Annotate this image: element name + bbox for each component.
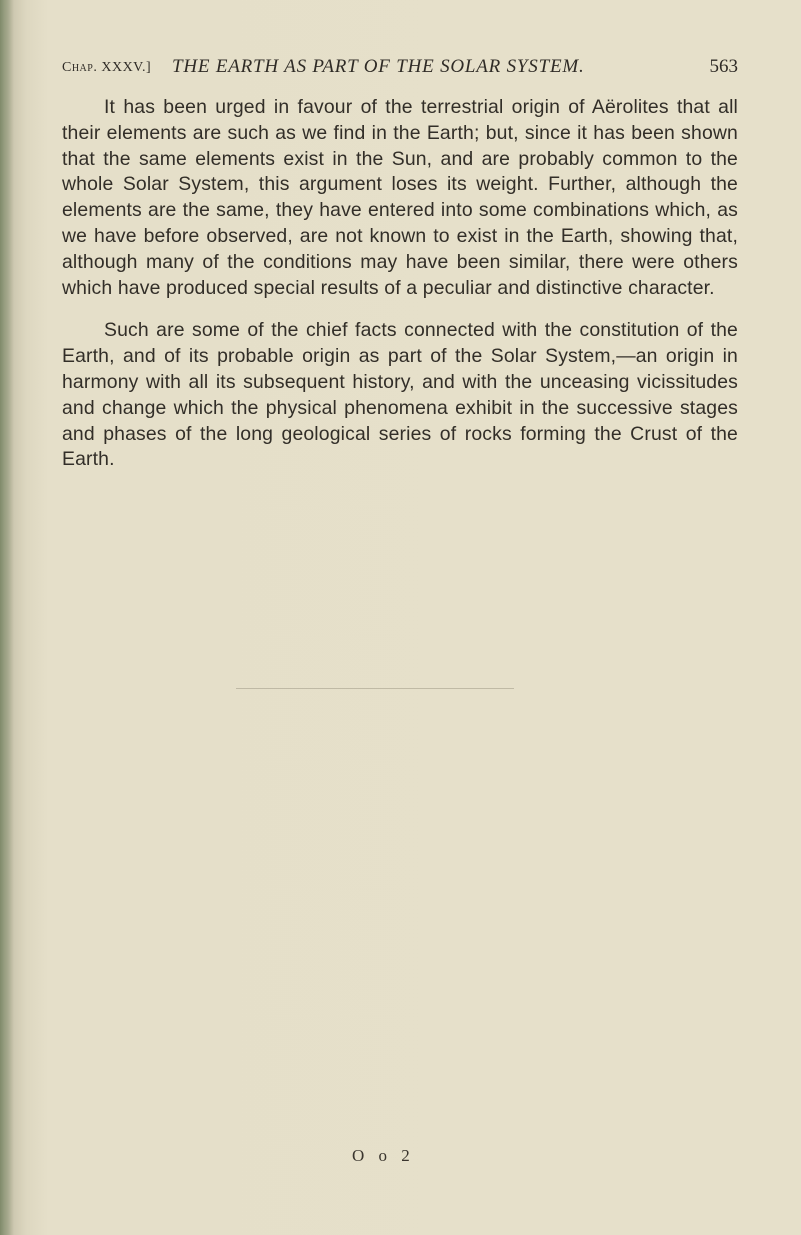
paragraph-conclusion: Such are some of the chief facts connected with the constitution of the Earth, and of its probable origin as part of the Solar System,—an origin in harmony with all its subsequent history, and with the unceasing vicissitudes and change which the physical phenomena exhibit in the successive stages and phases of the long geological series of rocks forming the Crust of the Earth. (62, 319, 738, 471)
page-number: 563 (709, 56, 738, 77)
faint-show-through-line (236, 688, 514, 689)
binding-gutter-shadow (0, 0, 14, 1235)
running-title: THE EARTH AS PART OF THE SOLAR SYSTEM. (172, 56, 585, 77)
running-head (62, 56, 738, 82)
chapter-label: Chap. XXXV.] (62, 60, 152, 75)
body-text (62, 95, 738, 473)
printer-signature-mark: O o 2 (352, 1146, 415, 1165)
paragraph-aerolites: It has been urged in favour of the terrestrial origin of Aërolites that all their elements are such as we find in the Earth; but, since it has been shown that the same elements exist in the Sun, and are probably common to the whole Solar System, this argument loses its weight. Further, although the elements are the same, they have entered into some combinations which, as we have before observed, are not known to exist in the Earth, showing that, although many of the conditions may have been similar, there were others which have produced special results of a peculiar and distinctive character. (62, 96, 738, 299)
